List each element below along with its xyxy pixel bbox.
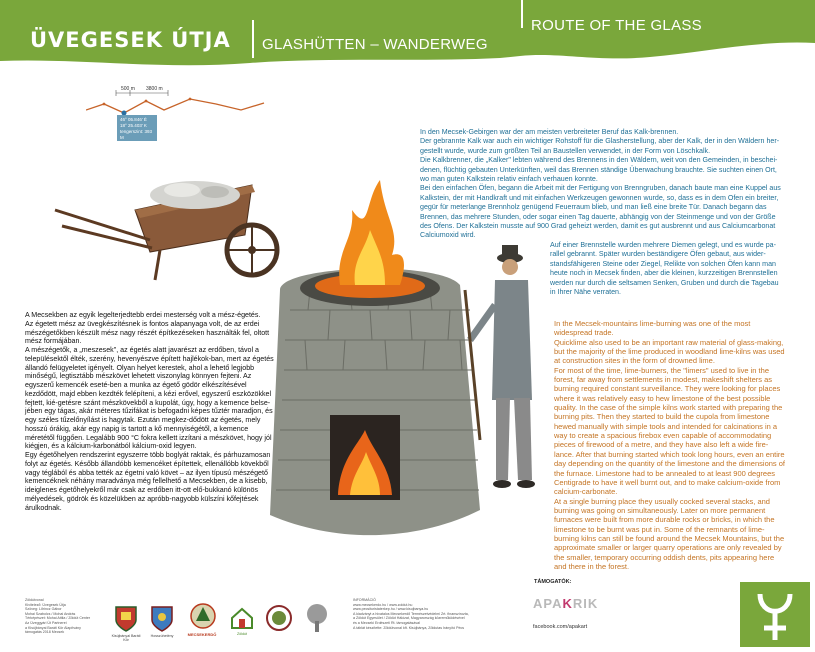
hungarian-paragraph: Az égetett mész az üvegkészítésnek is fontos alapanyaga volt, de az erdei mészégetőkben készült mész nagy részét építkezéseken használták fel, oltott mész formájában. [25, 319, 270, 346]
credit-line: a Kisújbányai Baráti Kör Alapítvány [25, 625, 81, 630]
hungarian-paragraph: A Mecsekben az egyik legelterjedtebb erdei mesterség volt a mész-égetés. [25, 311, 261, 319]
title-hungarian: ÜVEGESEK ÚTJA [30, 28, 231, 52]
english-text-block [554, 319, 786, 571]
title-german: GLASHÜTTEN – WANDERWEG [262, 36, 488, 53]
german-paragraph: Auf einer Brennstelle wurden mehrere Diemen gelegt, und es wurde pa-rallel gebrannt. Später wurden beständigere Öfen gebaut, aus wider-standsfähigeren Steine oder Ziegel, Relikte von solchen Öfen kann man heute noch in Mecsek finden, aber die kleinen, kurzzeitigen Brennstellen werden nur durch die seltsamen Senken, Gruben und durch die Tagebau in Ihrer Nähe verraten. [550, 240, 779, 296]
english-paragraph: For most of the time, lime-burners, the "limers" used to live in the forest, far away from settlements in modest, makeshift shelters as burning required constant surveillance. They were looking for places where it was relatively easy to hew limestone of the best possible quality. In the case of the simple kilns work started with preparing the burning pits. Then they started to build the cupola from limestone hewed manually with simple tools and intended for calcinations in a way to create a spacious firebox even capable of accommodating pieces of firewood of a metre, and they have also left a wide fire-lance. After that burning started which took long hours, even an entire day depending on the quantity of the limestone and the dimensions of the furnace. Limestone had to be annealed to at least 900 degrees Centigrade to have it well burnt out, and to make calcium-oxide from calcium-carbonate. [554, 365, 785, 497]
credit-line: Szöveg: Lőrincz Gábor [25, 607, 62, 612]
coordinates-box [117, 115, 157, 141]
info-line: www.mecsekerdo.hu / www.zoldut.hu [353, 602, 413, 607]
coord-lat: 46° 05.846' É [120, 117, 147, 122]
footer-credits [25, 598, 115, 635]
german-text-block [420, 128, 782, 297]
logo-label: MECSEKERDŐ [187, 632, 217, 637]
info-line: A kiadványt a hivatalos Mecsekerdő Természetvédelmi Zrt. finanszírozta, [353, 611, 469, 616]
info-line: a Zöldút Egyesület / Zöldút Hálózat, Magyarország közreműködésével [353, 616, 465, 621]
badge-logo [266, 605, 292, 631]
sponsor-link[interactable]: facebook.com/apakart [533, 624, 588, 630]
credit-line: Kivitelező: Üvegesek Útja [25, 602, 66, 607]
footer-info [353, 598, 483, 630]
english-paragraph: Quicklime also used to be an important raw material of glass-making, but the majority of the lime produced in woodland lime-kilns was used at construction sites in the form of drowned lime. [554, 337, 785, 366]
title-english: ROUTE OF THE GLASS [531, 17, 702, 34]
route-emblem-icon [740, 582, 810, 647]
german-paragraph: Bei den einfachen Öfen, begann die Arbeit mit der Fertigung von Brenngruben, danach baute man eine Kuppel aus Kalkstein, der mit Handkraft und mit einfachen Werkzeugen gewonnen wurde, so, dass es in dem Ofen ein breiter, gegür für meterlange Brennholz genügend Feuerraum blieb, und man ließ eine breite Tür. Danach begann das Brennen, das mehrere Stunden, oder sogar einen Tag dauerte, abhängig von der Steinmenge und von der Größe des Ofens. Der Kalkstein musste auf 900 Grad geheizt werden, damit es gut ausbrennt und aus Calciumcarbonat Calciumoxid wird. [420, 184, 781, 240]
distance-label-2: 3800 m [146, 86, 163, 92]
info-line: és a Mecseki Erdészeti Rt. támogatásával [353, 620, 420, 625]
wheelbarrow-illustration [55, 181, 277, 280]
logo-label: Kisújbányai Baráti Kör [111, 634, 141, 642]
coord-lon: 18° 25.403' K [120, 123, 147, 128]
german-paragraph: Der gebrannte Kalk war auch ein wichtiger Rohstoff für die Glasherstellung, aber der Kalk, der in den Wäldern her-gestellt wurde, wurde zum größten Teil an Baustellen verwendet, in der Form von Löschkalk. [420, 137, 780, 155]
header-divider [252, 20, 254, 58]
distance-label-1: 500 m [121, 86, 135, 92]
coat-of-arms-logo [115, 606, 137, 632]
zoldut-logo [230, 606, 254, 630]
credit-line: Zöldútvonal [25, 598, 44, 602]
info-line: www.pecsituristaterkep.hu / www.kisujbanya.hu [353, 607, 429, 612]
sponsors-heading: TÁMOGATÓK: [534, 579, 572, 585]
info-line: A táblát készítette: Zöldútvonal kft. Kisújbánya, Zöldutas Irányító Pécs [353, 625, 465, 630]
german-paragraph: Die Kalkbrenner, die „Kalker" lebten während des Brennens in den Wäldern, weit von den Gemeinden, in beschei-denen, flüchtig gebauten Unterkünften, weil das Brennen ständige Überwachung brauchte. Sie suchten einen Ort, wo man guten Kalkstein relativ einfach verhauen konnte. [420, 156, 778, 184]
logo-label: Zöldút [237, 632, 247, 636]
header-divider [521, 0, 523, 28]
credit-line: Az Üveggyári Út Partnerei [25, 620, 67, 625]
german-paragraph: In den Mecsek-Gebirgen war der am meisten verbreiteter Beruf das Kalk-brennen. [420, 128, 679, 136]
coat-of-arms-logo [151, 606, 173, 632]
logo-label: Hosszúhetény [150, 634, 174, 638]
sponsor-name: APAKRIK [533, 596, 599, 611]
english-paragraph: In the Mecsek-mountains lime-burning was one of the most widespread trade. [554, 319, 751, 338]
english-paragraph: At a single burning place they usually cocked several stacks, and burning was going on simultaneously. Later on more permanent furnaces were built from more durable rocks or bricks, in which the limestone to be burnt was put in. Some of the remnants of lime-burning kilns can still be found around the Mecsek Mountains, but the approximate smaller or larger quarry operations are only revealed by the smaller, temporary occurring oddish dents, pits appearing here and there in the forest. [554, 496, 785, 571]
coord-alt: tengerszint: 393 M [120, 129, 153, 140]
tree-logo [306, 603, 328, 633]
hungarian-paragraph: A mészégetők, a „meszesek", az égetés alatt javarészt az erdőben, távol a településektől élték, szerény, hevenyészve épített hajlékok-ban, mert az égetés állandó felügyeletet igényelt. Olyan helyet kerestek, ahol a lehető legjobb minőségű, legtisztább mészkövet lehetett viszonylag könnyen fejteni. Az egyszerű kemencék eseté-ben a munka az égető gödör elkészítésével kezdődött, majd ebben kezdték felépíteni, a kézi erővel, egyszerű eszközökkel fejtett, kié-getésre szánt mészkövekből a kupolát, úgy, hogy a kemence belse-jében egy tágas, akár méteres tűzifákat is befogadni képes tűztér maradjon, és egy széles tűzelőnyílást is hagytak. Ezután megkez-dődött az égetés, mely hosszú órákig, akár egy napig is tartott a kő mennyiségétől, a kemence méretétől függően. Legalább 900 °C fokra kellett izzítani a mészkövet, hogy jól kiégjen, és a kálcium-karbonátból kálcium-oxid legyen. [25, 346, 274, 451]
credit-line: támogatás 2018 Mecsek [25, 630, 65, 635]
hungarian-paragraph: Egy égetőhelyen rendszerint egyszerre több boglyát raktak, és párhuzamosan folyt az égetés. Később állandóbb kemencéket építettek, ellenállóbb kövekből vagy téglából és abba tették az égetni való követ – az ilyen típusú mészégető kemencéknek néhány maradványa még fellelhető a Mecsekben, de a kisebb, ideiglenes égetőhelyekről már csak az erdőben itt-ott elő-bukkanó különös mélyedések, gödrök és közelükben az apróbb-nagyobb külszíni kőfejtések árulkodnak. [25, 451, 271, 512]
hungarian-text-block [25, 311, 277, 512]
elevation-profile [86, 86, 286, 146]
credit-line: Térképészet: Mohai Attila / Zöldút Center [25, 616, 91, 621]
mecsekerdo-logo [190, 603, 216, 629]
info-line: INFORMÁCIÓ [353, 598, 376, 602]
credit-line: Mohai Szabolcs / Mohai András [25, 611, 76, 616]
